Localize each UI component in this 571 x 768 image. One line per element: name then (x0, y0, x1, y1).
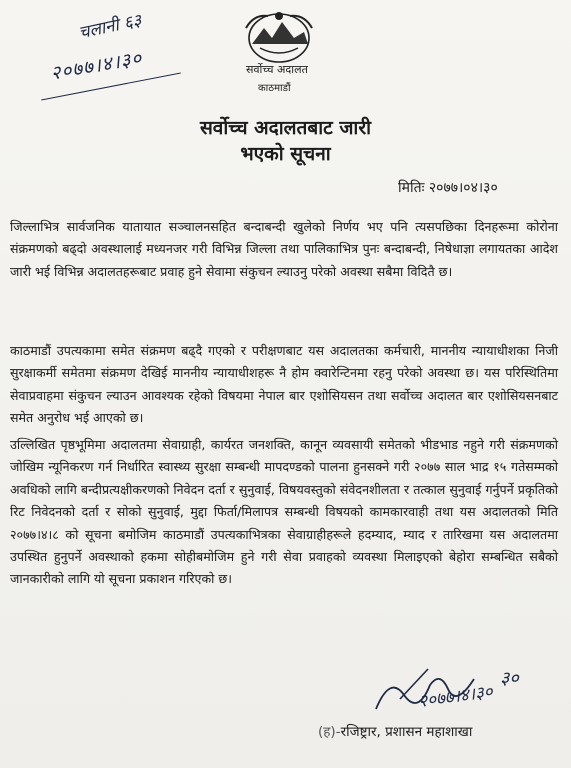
notice-title-line2: भएको सूचना (240, 143, 331, 165)
court-emblem-icon (238, 8, 320, 64)
notice-paragraph-3: उल्लिखित पृष्ठभूमिमा अदालतमा सेवाग्राही, कार्यरत जनशक्ति, कानून व्यवसायी समेतको भीडभाड नहुने गरी संक्रमणको जोखिम न्यूनिकरण गर्न निर्धारित स्वास्थ्य सुरक्षा सम्बन्धी मापदण्डको पालना हुनसक्ने गरी २०७७ साल भाद्र १५ गतेसम्मको अवधिको लागि बन्दीप्रत्यक्षीकरणको निवेदन दर्ता र सुनुवाई, विषयवस्तुको संवेदनशीलता र तत्काल सुनुवाई गर्नुपर्ने प्रकृतिको रिट निवेदनको दर्ता र सोको सुनुवाई, मुद्दा फिर्ता/मिलापत्र सम्बन्धी विषयको कामकारवाही तथा यस अदालतको मिति २०७७।४।८ को सूचना बमोजिम काठमाडौं उपत्यकाभित्रका सेवाग्राहीहरूले हदम्याद, म्याद र तारिखमा यस अदालतमा उपस्थित हुनुपर्ने अवस्थाको हकमा सोहीबमोजिम हुने गरी सेवा प्रवाहको व्यवस्था मिलाइएको बेहोरा सम्बन्धित सबैको जानकारीको लागि यो सूचना प्रकाशन गरिएको छ। (10, 437, 558, 587)
signature-tick: ३० (500, 668, 519, 689)
signatory-line (318, 722, 472, 740)
handwritten-ref-number: चलानी ६३ (76, 10, 144, 44)
signature-date: २०७७।४।३० (417, 681, 495, 713)
signatory-lead: (ह)- (318, 724, 341, 740)
notice-date: मितिः २०७७।०४।३० (398, 180, 498, 196)
notice-paragraph-2: काठमाडौं उपत्यकामा समेत संक्रमण बढ्दै गएको र परीक्षणबाट यस अदालतका कर्मचारी, माननीय न्यायाधीशका निजी सुरक्षाकर्मी समेतमा संक्रमण देखिई माननीय न्यायाधीशहरू नै होम क्वारेन्टिनमा रहनु परेको अवस्था छ। यस परिस्थितिमा सेवाप्रवाहमा संकुचन ल्याउन आवश्यक रहेको विषयमा नेपाल बार एशोसियसन तथा सर्वोच्च अदालत बार एशोसियसनबाट समेत अनुरोध भई आएको छ। (10, 343, 559, 426)
signatory-title: रजिष्ट्रार, प्रशासन महाशाखा (340, 724, 473, 740)
handwritten-ref-date: २०७७।४।३० (48, 47, 144, 85)
notice-paragraph-1: जिल्लाभित्र सार्वजनिक यातायात सञ्चालनसहित बन्दाबन्दी खुलेको निर्णय भए पनि त्यसपछिका दिनहरूमा कोरोना संक्रमणको बढ्दो अवस्थालाई मध्यनजर गरी विभिन्न जिल्ला तथा पालिकाभित्र पुनः बन्दाबन्दी, निषेधाज्ञा लगायतका आदेश जारी भई विभिन्न अदालतहरूबाट प्रवाह हुने सेवामा संकुचन ल्याउनु परेको अवस्था सबैमा विदितै छ। (10, 219, 558, 279)
court-name: सर्वोच्च अदालत (246, 63, 308, 76)
court-city: काठमाडौं (258, 83, 291, 94)
notice-title-line1: सर्वोच्च अदालतबाट जारी (199, 117, 372, 139)
